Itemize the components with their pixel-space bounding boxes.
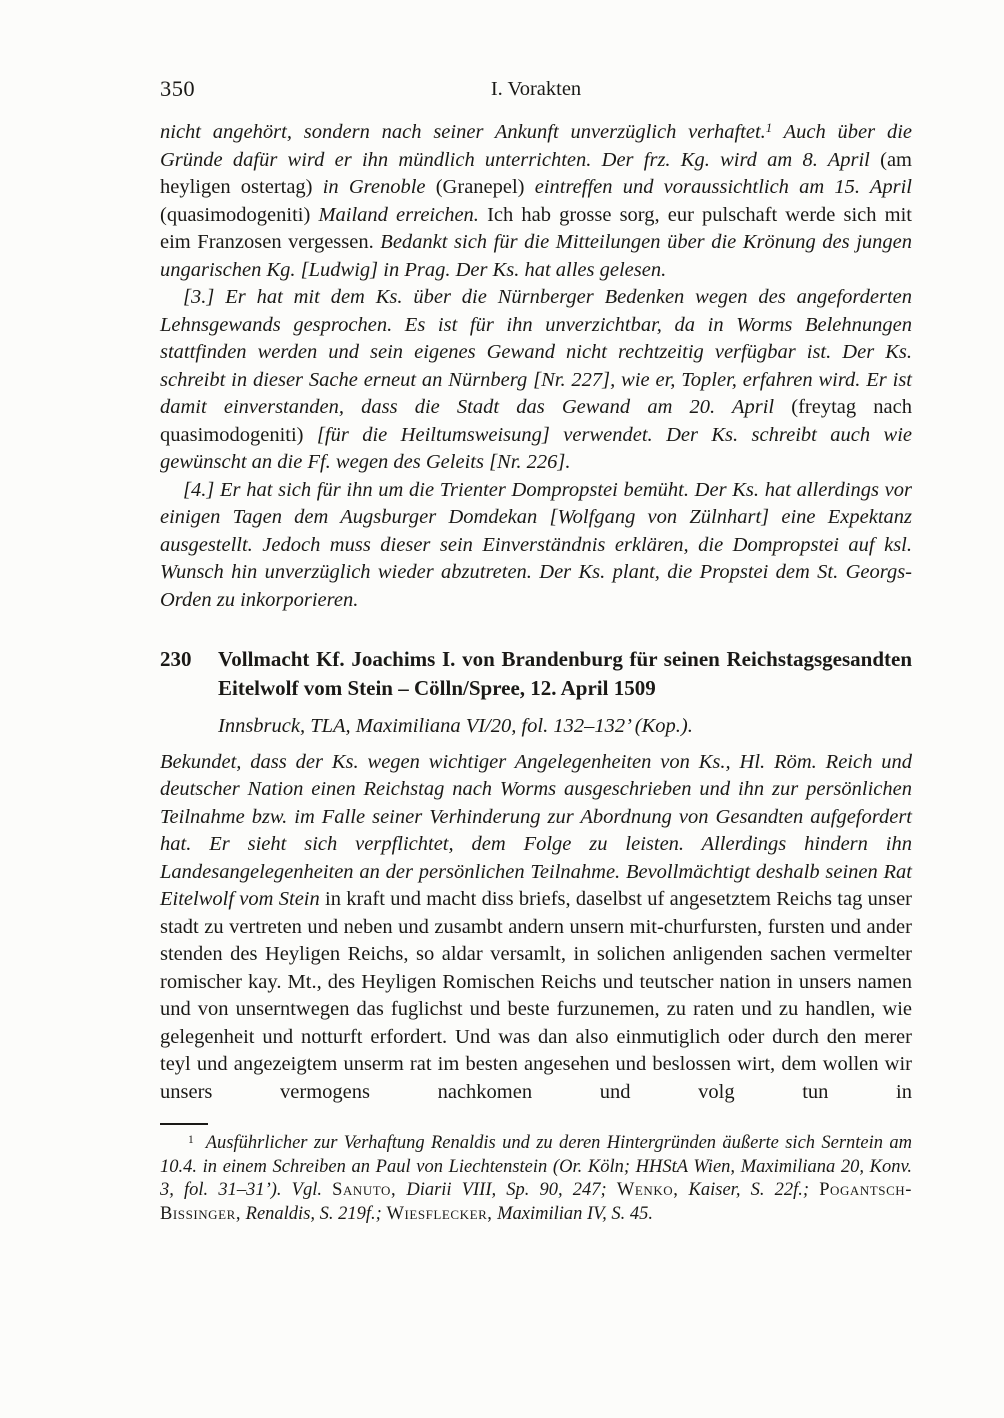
text-segment: Ich hab grosse sorg, eur pulschaft werde sich mit eim Franzosen vergessen. <box>160 203 912 253</box>
text-segment: Pogantsch-Bissinger, <box>160 1180 912 1224</box>
entry-body <box>160 749 912 1107</box>
page-number: 350 <box>160 76 196 101</box>
running-header: I. Vorakten <box>490 78 582 100</box>
entry-paragraph <box>160 749 912 1107</box>
entry-source: Innsbruck, TLA, Maximiliana VI/20, fol. 132–132’ (Kop.). <box>218 715 693 737</box>
entry-title-line-2: Eitelwolf vom Stein – Cölln/Spree, 12. April 1509 <box>218 676 656 700</box>
footnote-1 <box>160 1132 912 1226</box>
paragraph-3 <box>160 284 912 477</box>
text-segment: Bekundet, dass der Ks. wegen wichtiger Angelegenheiten von Ks., Hl. Röm. Reich und deutscher Nation einen Reichstag nach Worms ausgeschrieben und ihn zur persönlichen Teilnahme bzw. im Falle seiner Verhinderung zur Abordnung von Gesandten aufgefordert hat. Er sieht sich verpflichtet, dem Folge zu leisten. Allerdings hindern ihn Landesangelegenheiten an der persönlichen Teilnahme. Bevollmächtigt deshalb seinen Rat Eitelwolf vom Stein <box>160 750 912 910</box>
text-segment: Diarii VIII, Sp. 90, 247; <box>396 1180 617 1201</box>
footnote-section <box>160 1123 912 1226</box>
paragraph-continuation <box>160 119 912 284</box>
text-segment: (quasimodogeniti) <box>160 203 319 226</box>
footnote-rule <box>160 1123 208 1125</box>
text-segment: Sanuto, <box>332 1180 397 1201</box>
text-segment: Kaiser, S. 22f.; <box>678 1180 820 1201</box>
entry-title <box>218 645 912 703</box>
entry-230 <box>160 645 912 1106</box>
page-header <box>160 76 912 106</box>
text-segment: eintreffen und voraussichtlich am 15. April <box>534 176 912 198</box>
page-content <box>160 119 912 1226</box>
entry-heading <box>160 645 912 703</box>
paragraph-4 <box>160 477 912 615</box>
text-segment: (am heyligen ostertag) <box>160 148 912 198</box>
text-segment: in Grenoble <box>322 176 436 198</box>
text-segment: Wenko, <box>616 1180 679 1201</box>
text-segment: (freytag nach quasimodogeniti) <box>160 396 912 446</box>
text-segment: [für die Heiltumsweisung] verwendet. Der Ks. schreibt auch wie gewünscht an die Ff. wegen des Geleits [Nr. 226]. <box>160 423 912 473</box>
text-segment: [4.] Er hat sich für ihn um die Trienter Dompropstei bemüht. Der Ks. hat allerdings vor einigen Tagen dem Augsburger Domdekan [Wolfgang von Zülnhart] eine Expektanz ausgestellt. Jedoch muss dieser sein Einverständnis erklären, die Dompropstei auf ksl. Wunsch hin unverzüglich wieder abzutreten. Der Ks. plant, die Propstei dem St. Georgs-Orden zu inkorporieren. <box>160 478 912 611</box>
entry-number: 230 <box>160 647 192 671</box>
entry-title-line-1: Vollmacht Kf. Joachims I. von Brandenburg für seinen Reichstagsgesandten <box>218 647 912 671</box>
text-segment: Mailand erreichen. <box>318 203 488 226</box>
text-segment: (Granepel) <box>435 176 535 198</box>
text-segment: nicht angehört, sondern nach seiner Ankunft unverzüglich verhaftet. <box>160 121 766 143</box>
text-segment: in kraft und macht diss briefs, daselbst uf angesetztem Reichs tag unser stadt zu vertreten und neben und zusambt andern unsern mit-churfursten, fursten und ander stenden des Heyligen Reichs, so aldar versamlt, in solichen anligenden sachen vermelter romischer kay. Mt., des Heyligen Romischen Reichs und teutscher nation in unsers namen und von unserntwegen das fuglichst und beste furzunemen, zu raten und zu handlen, wie gelegenheit und notturft erfordert. Und was dan also einmutiglich oder durch den merer teyl und angezeigtem unserm rat im besten angesehen und beslossen wirt, dem wollen wir unsers vermogens nachkomen und volg tun in <box>160 888 913 1103</box>
text-segment: Maximilian IV, S. 45. <box>492 1203 653 1224</box>
text-segment: Bedankt sich für die Mitteilungen über die Krönung des jungen ungarischen Kg. [Ludwig] in Prag. Der Ks. hat alles gelesen. <box>160 231 912 281</box>
text-segment: Ausführlicher zur Verhaftung Renaldis und zu deren Hintergründen äußerte sich Serntein am 10.4. in einem Schreiben an Paul von Liechtenstein (Or. Köln; HHStA Wien, Maximiliana 20, Konv. 3, fol. 31–31’). Vgl. <box>160 1133 912 1201</box>
text-segment: [3.] Er hat mit dem Ks. über die Nürnberger Bedenken wegen des angeforderten Lehnsgewands gesprochen. Es ist für ihn unverzichtbar, da in Worms Belehnungen stattfinden werden und sein eigenes Gewand nicht rechtzeitig verfügbar ist. Der Ks. schreibt in dieser Sache erneut an Nürnberg [Nr. 227], wie er, Topler, erfahren wird. Er ist damit einverstanden, dass die Stadt das Gewand am 20. April <box>160 286 912 418</box>
text-segment: Renaldis, S. 219f.; <box>241 1203 387 1224</box>
footnote-text <box>160 1132 912 1226</box>
body-text <box>160 119 912 614</box>
text-segment: Wiesflecker, <box>386 1203 493 1224</box>
text-segment: Auch über die Gründe dafür wird er ihn mündlich unterrichten. Der frz. Kg. wird am 8. April <box>160 121 912 171</box>
footnote-marker: 1 <box>188 1133 194 1146</box>
footnote-reference: 1 <box>765 120 773 135</box>
